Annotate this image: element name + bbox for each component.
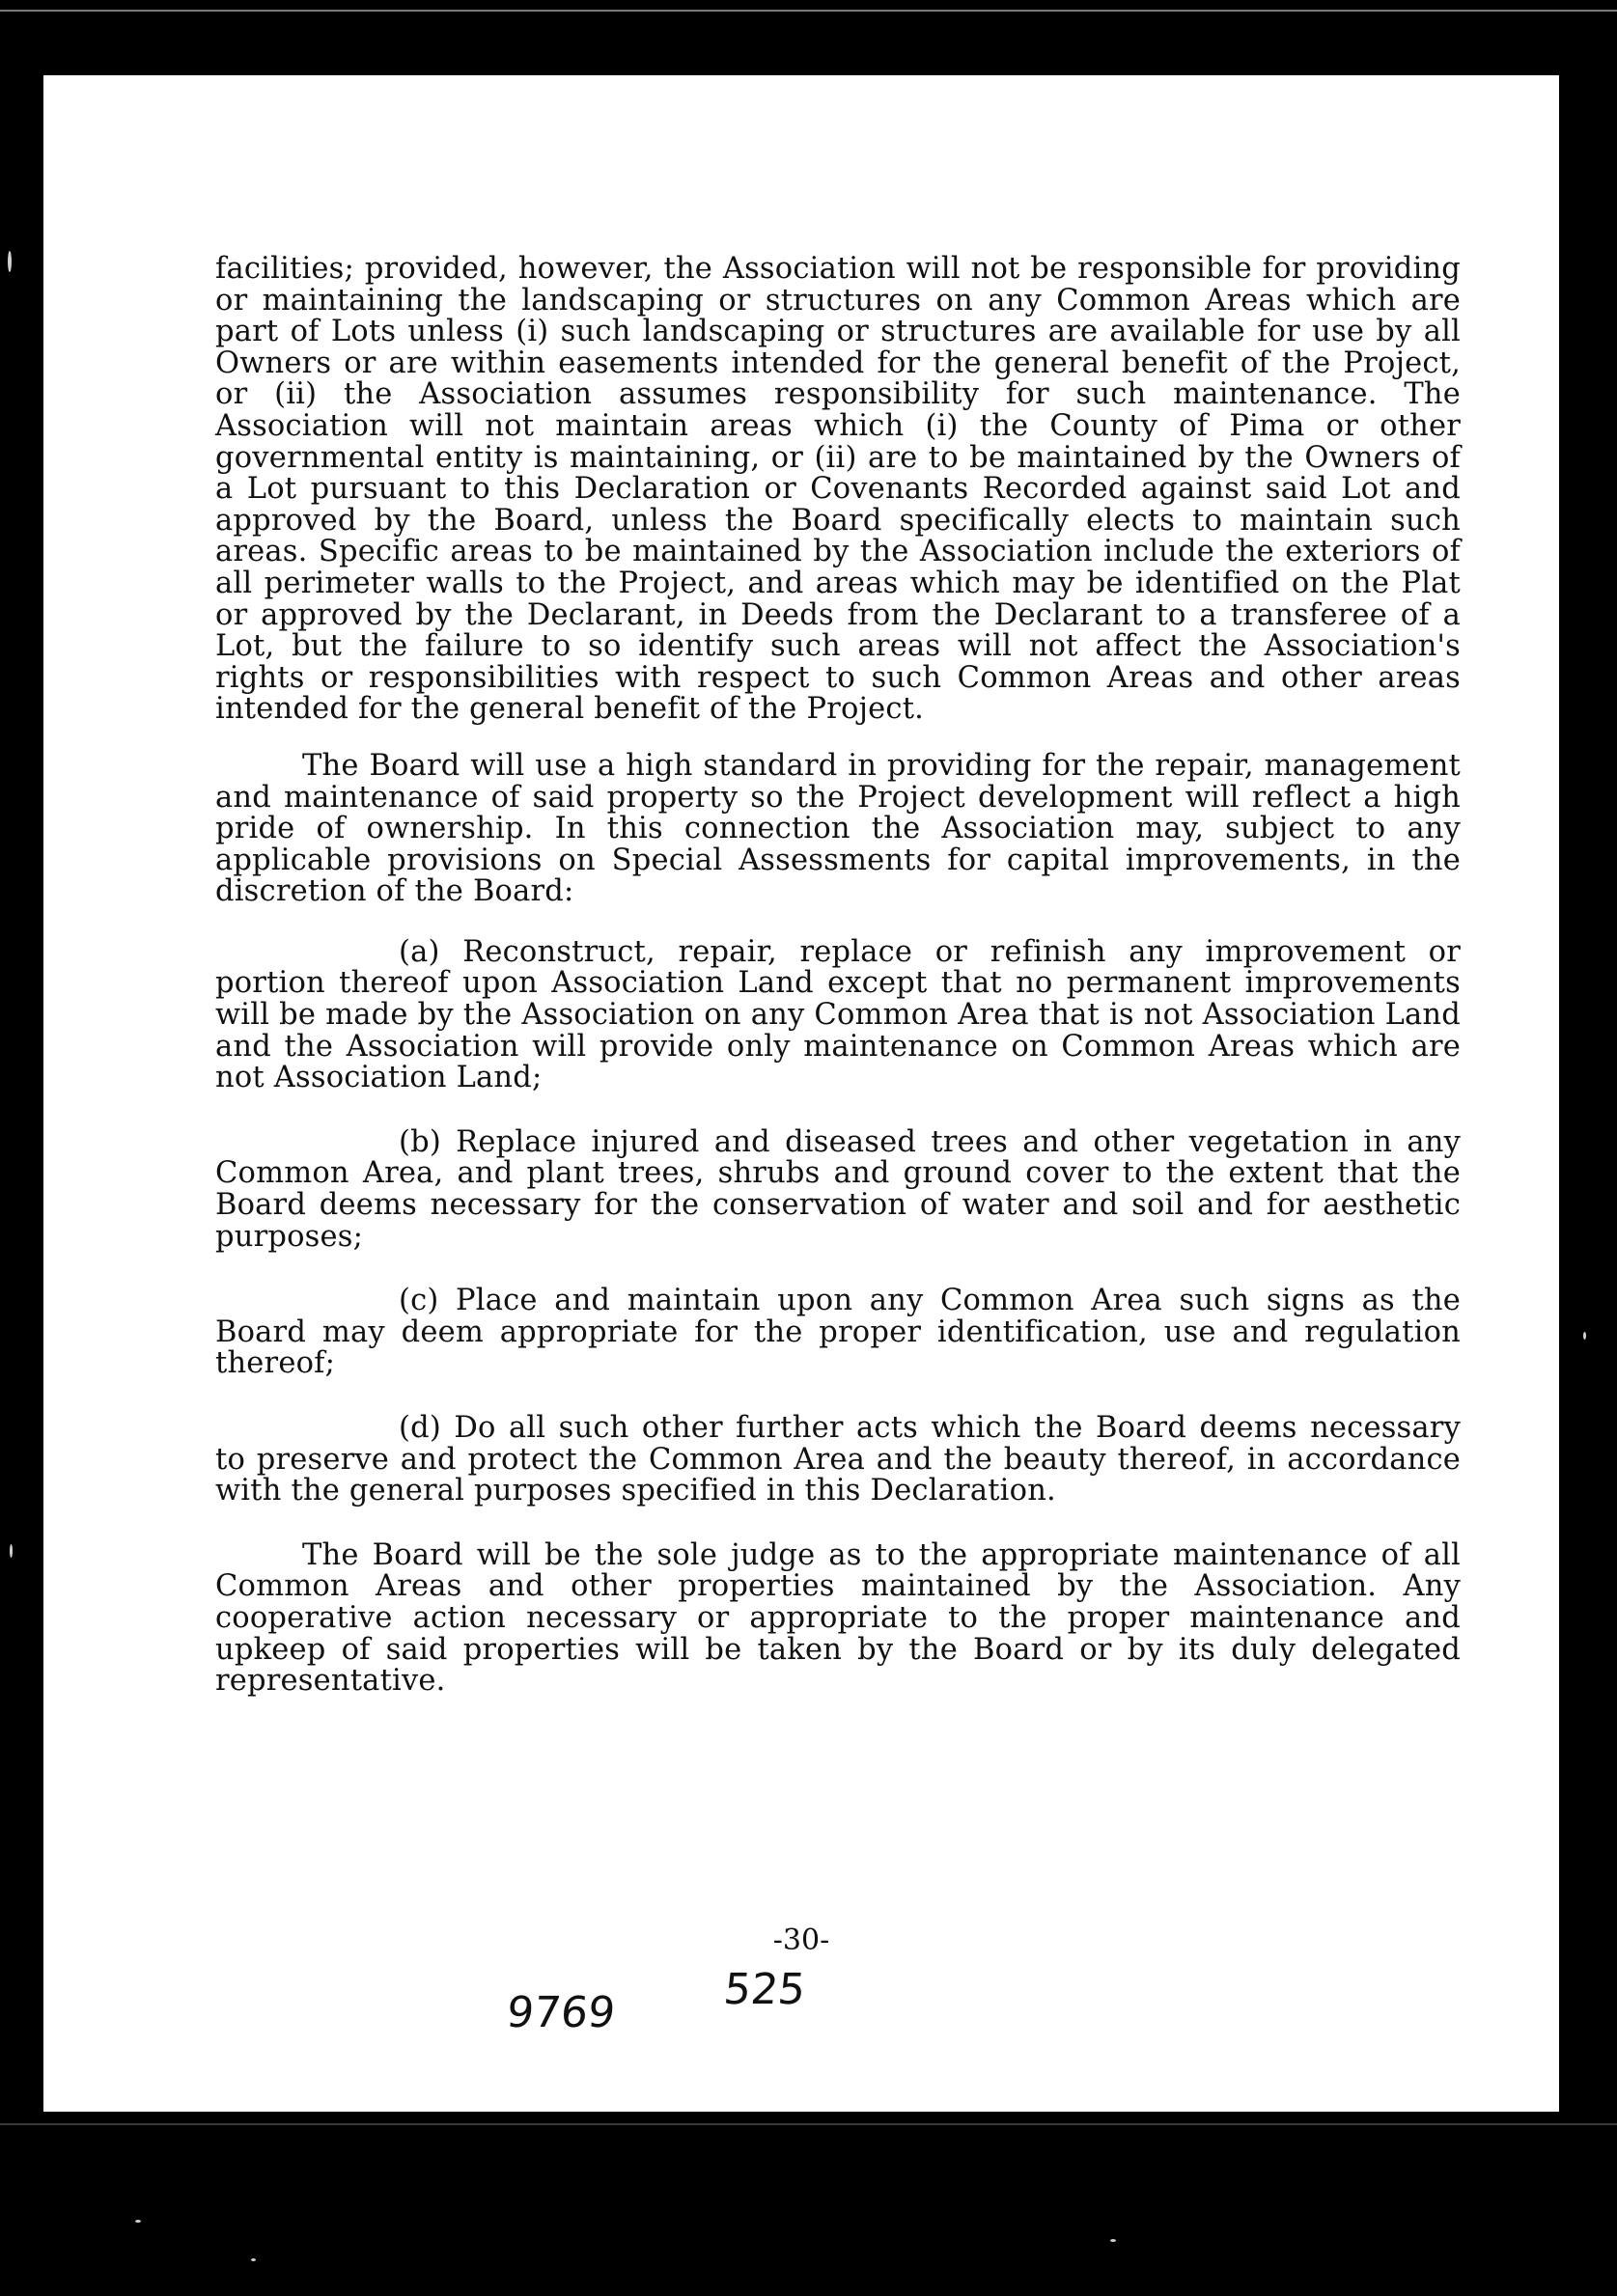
scan-artifact-speck <box>1110 2239 1116 2242</box>
scan-artifact-line <box>0 2123 1617 2125</box>
scan-artifact-speck <box>10 1544 13 1558</box>
scan-artifact-line <box>0 10 1617 12</box>
page-number: -30- <box>772 1923 830 1957</box>
list-item-c: (c) Place and maintain upon any Common Area such signs as the Board may deem appropriate for the proper identification, use and regulation thereof; <box>215 1284 1461 1381</box>
document-body <box>215 254 1461 1698</box>
handwritten-number-right: 525 <box>721 1965 808 2014</box>
paragraph-sole-judge: The Board will be the sole judge as to the appropriate maintenance of all Common Areas and other properties maintained by the Association. Any cooperative action necessary or appropriate to the proper maintenance and upkeep of said properties will be taken by the Board or by its duly delegated representative. <box>215 1537 1461 1699</box>
scan-artifact-speck <box>8 251 12 272</box>
scan-artifact-speck <box>251 2258 256 2261</box>
document-page <box>43 75 1559 2112</box>
handwritten-number-left: 9769 <box>504 1988 618 2037</box>
scan-artifact-speck <box>1583 1332 1586 1340</box>
list-item-b: (b) Replace injured and diseased trees and other vegetation in any Common Area, and plant trees, shrubs and ground cover to the extent that the Board deems necessary for the conservation of water and soil and for aesthetic purposes; <box>215 1124 1461 1254</box>
paragraph-facilities: facilities; provided, however, the Association will not be responsible for providing or maintaining the landscaping or structures on any Common Areas which are part of Lots unless (i) such landscaping or structures are available for use by all Owners or are within easements intended for the general benefit of the Project, or (ii) the Association assumes responsibility for such maintenance. The Association will not maintain areas which (i) the County of Pima or other governmental entity is maintaining, or (ii) are to be maintained by the Owners of a Lot pursuant to this Declaration or Covenants Recorded against said Lot and approved by the Board, unless the Board specifically elects to maintain such areas. Specific areas to be maintained by the Association include the exteriors of all perimeter walls to the Project, and areas which may be identified on the Plat or approved by the Declarant, in Deeds from the Declarant to a transferee of a Lot, but the failure to so identify such areas will not affect the Association's rights or responsibilities with respect to such Common Areas and other areas intended for the general benefit of the Project. <box>215 252 1461 727</box>
paragraph-board-standard: The Board will use a high standard in providing for the repair, management and maintenance of said property so the Project development will reflect a high pride of ownership. In this connection the Association may, subject to any applicable provisions on Special Assessments for capital improvements, in the discretion of the Board: <box>215 748 1461 909</box>
list-item-a: (a) Reconstruct, repair, replace or refinish any improvement or portion thereof upon Association Land except that no permanent improvements will be made by the Association on any Common Area that is not Association Land and the Association will provide only maintenance on Common Areas which are not Association Land; <box>215 934 1461 1095</box>
list-item-d: (d) Do all such other further acts which the Board deems necessary to preserve and protect the Common Area and the beauty thereof, in accordance with the general purposes specified in this Declaration. <box>215 1411 1461 1508</box>
scan-artifact-speck <box>135 2220 141 2223</box>
